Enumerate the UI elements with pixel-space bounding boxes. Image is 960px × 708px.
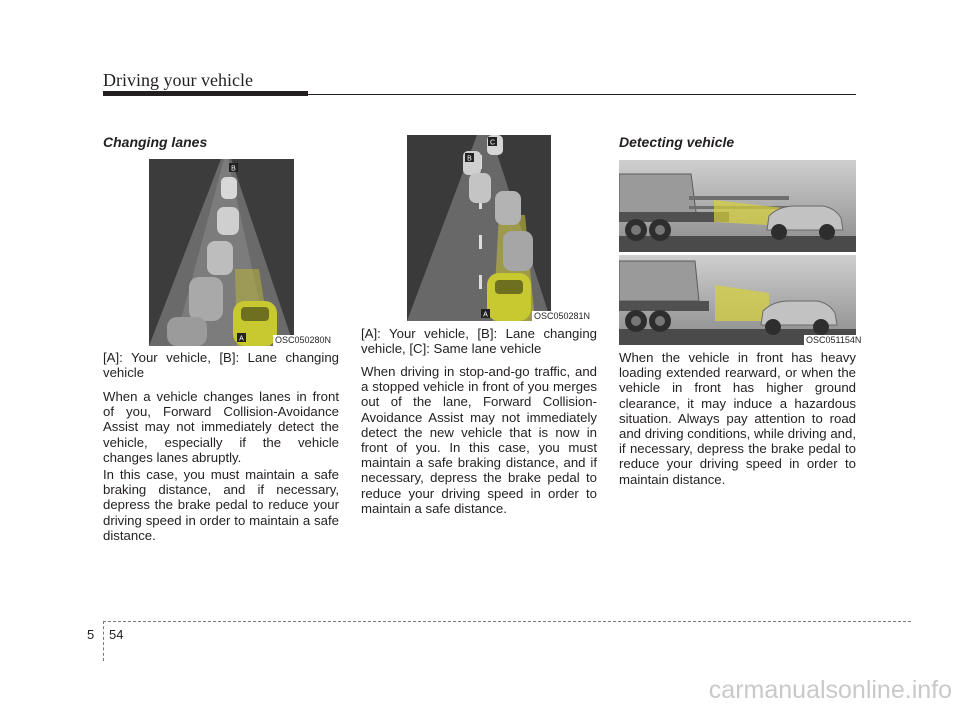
figure-code: OSC050280N — [275, 335, 332, 345]
figure-code: OSC051154N — [806, 335, 862, 345]
figure-label-b: B — [467, 155, 472, 163]
figure-label-a: A — [239, 335, 244, 343]
figure-high-clearance — [619, 255, 856, 345]
page-header-title: Driving your vehicle — [103, 70, 253, 90]
paragraph-detecting-vehicle: When the vehicle in front has heavy loading extended rearward, or when the vehicle in front has higher ground clearance, it may induce a hazardous situation. Always pay attention to road and driving conditions, while driving and, if necessary, depress the brake pedal to reduce your driving speed in order to maintain distance. — [619, 350, 856, 487]
figure-code: OSC050281N — [534, 311, 591, 321]
figure-heavy-loading — [619, 160, 856, 252]
section-title-changing-lanes: Changing lanes — [103, 134, 208, 150]
footer-rule — [103, 621, 911, 622]
caption-changing-lanes: [A]: Your vehicle, [B]: Lane changing vehicle — [103, 350, 339, 381]
figure-label-a: A — [483, 311, 488, 319]
paragraph-stop-and-go: When driving in stop-and-go traffic, and a stopped vehicle in front of you merges out of the lane, Forward Collision-Avoidance Assist may not immediately detect the new vehicle that is now in front of you. In this case, you must maintain a safe braking distance, and if necessary, depress the brake pedal to reduce your driving speed in order to maintain a safe distance. — [361, 364, 597, 516]
caption-stop-and-go: [A]: Your vehicle, [B]: Lane changing vehicle, [C]: Same lane vehicle — [361, 326, 597, 357]
section-title-detecting-vehicle: Detecting vehicle — [619, 134, 735, 150]
footer-divider — [103, 621, 104, 661]
figure-stop-and-go — [407, 135, 551, 321]
page-number: 54 — [109, 627, 124, 642]
figure-label-c: C — [489, 139, 496, 147]
figure-changing-lanes — [149, 159, 294, 346]
figure-label-b: B — [231, 165, 236, 173]
paragraph-changing-lanes-2: In this case, you must maintain a safe braking distance, and if necessary, depress the brake pedal to reduce your driving speed in order to maintain a safe distance. — [103, 467, 339, 543]
chapter-number: 5 — [87, 627, 95, 642]
watermark: carmanualsonline.info — [708, 676, 952, 704]
header-rule — [103, 94, 856, 95]
paragraph-changing-lanes-1: When a vehicle changes lanes in front of you, Forward Collision-Avoidance Assist may not immediately detect the vehicle, especially if the vehicle changes lanes abruptly. — [103, 389, 339, 465]
